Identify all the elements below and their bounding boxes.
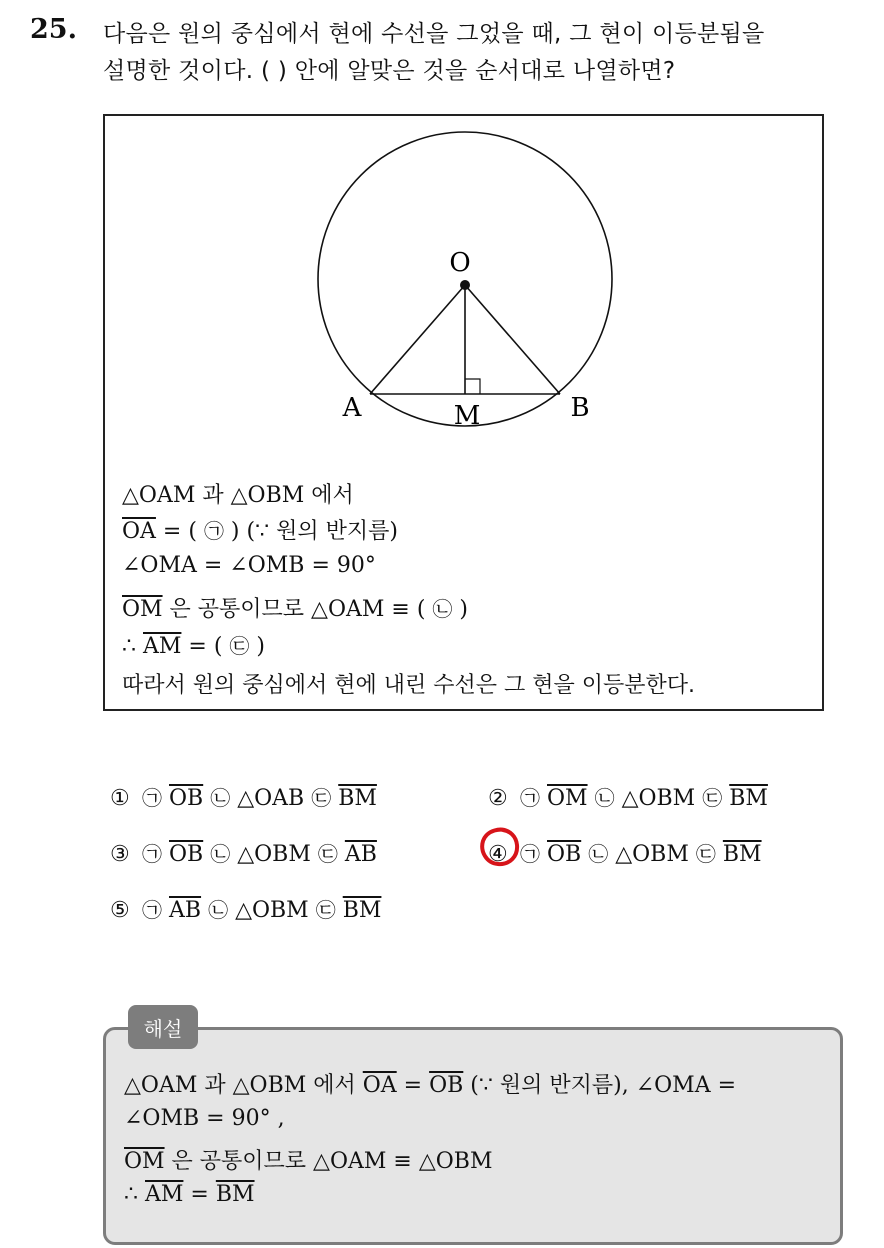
option-1[interactable]: ① ㉠ $\overline{OB}$ ㉡ △OAB ㉢ $\overline{BM}$: [110, 786, 377, 811]
red-circle-stroke: [482, 830, 517, 864]
proof-line-4: $\overline{OM}$ 은 공통이므로 △OAM ≡ ( ㉡ ): [122, 597, 468, 622]
blank-mark-2: ㉡: [432, 597, 453, 621]
option-3[interactable]: ③ ㉠ $\overline{OB}$ ㉡ △OBM ㉢ $\overline{AB}$: [110, 842, 377, 867]
blank-mark-3: ㉢: [229, 634, 250, 658]
proof-conclusion: 따라서 원의 중심에서 현에 내린 수선은 그 현을 이등분한다.: [122, 673, 695, 698]
label-b: B: [570, 393, 590, 423]
proof-line-2: $\overline{OA}$ = ( ㉠ ) (∵ 원의 반지름): [122, 519, 398, 544]
right-angle-marker: [465, 379, 480, 394]
solution-line-4: ∴ $\overline{AM} = \overline{BM}$: [124, 1182, 255, 1207]
option-5[interactable]: ⑤ ㉠ $\overline{AB}$ ㉡ △OBM ㉢ $\overline{BM}$: [110, 898, 382, 923]
segment-label: $\overline{AM}$: [143, 634, 182, 659]
label-o: O: [449, 248, 471, 278]
segment-ob: [465, 285, 560, 394]
segment-label: $\overline{OM}$: [122, 597, 163, 622]
label-a: A: [342, 393, 362, 423]
circle-figure: [300, 131, 630, 431]
proof-line-1: △OAM 과 △OBM 에서: [122, 483, 354, 508]
answer-circle-mark: [479, 826, 521, 868]
solution-line-1: △OAM 과 △OBM 에서 $\overline{OA} = \overline{OB}$ (∵ 원의 반지름), ∠OMA =: [124, 1073, 737, 1098]
option-4[interactable]: ④ ㉠ $\overline{OB}$ ㉡ △OBM ㉢ $\overline{BM}$: [488, 842, 762, 867]
proof-line-5: ∴ $\overline{AM}$ = ( ㉢ ): [122, 634, 265, 659]
question-text-line2: 설명한 것이다. ( ) 안에 알맞은 것을 순서대로 나열하면?: [103, 58, 676, 84]
segment-label: $\overline{OA}$: [122, 519, 156, 544]
label-m: M: [453, 401, 481, 431]
solution-tab: 해설: [128, 1005, 198, 1049]
option-2[interactable]: ② ㉠ $\overline{OM}$ ㉡ △OBM ㉢ $\overline{BM}$: [488, 786, 768, 811]
proof-line-3: ∠OMA = ∠OMB = 90°: [122, 553, 376, 578]
question-text-line1: 다음은 원의 중심에서 현에 수선을 그었을 때, 그 현이 이등분됨을: [103, 21, 765, 47]
segment-oa: [370, 285, 465, 394]
question-number: 25.: [30, 14, 77, 45]
blank-mark-1: ㉠: [203, 519, 224, 543]
solution-line-2: ∠OMB = 90° ,: [124, 1106, 285, 1131]
solution-box: [103, 1027, 843, 1245]
center-point: [460, 280, 470, 290]
solution-line-3: $\overline{OM}$ 은 공통이므로 △OAM ≡ △OBM: [124, 1149, 493, 1174]
